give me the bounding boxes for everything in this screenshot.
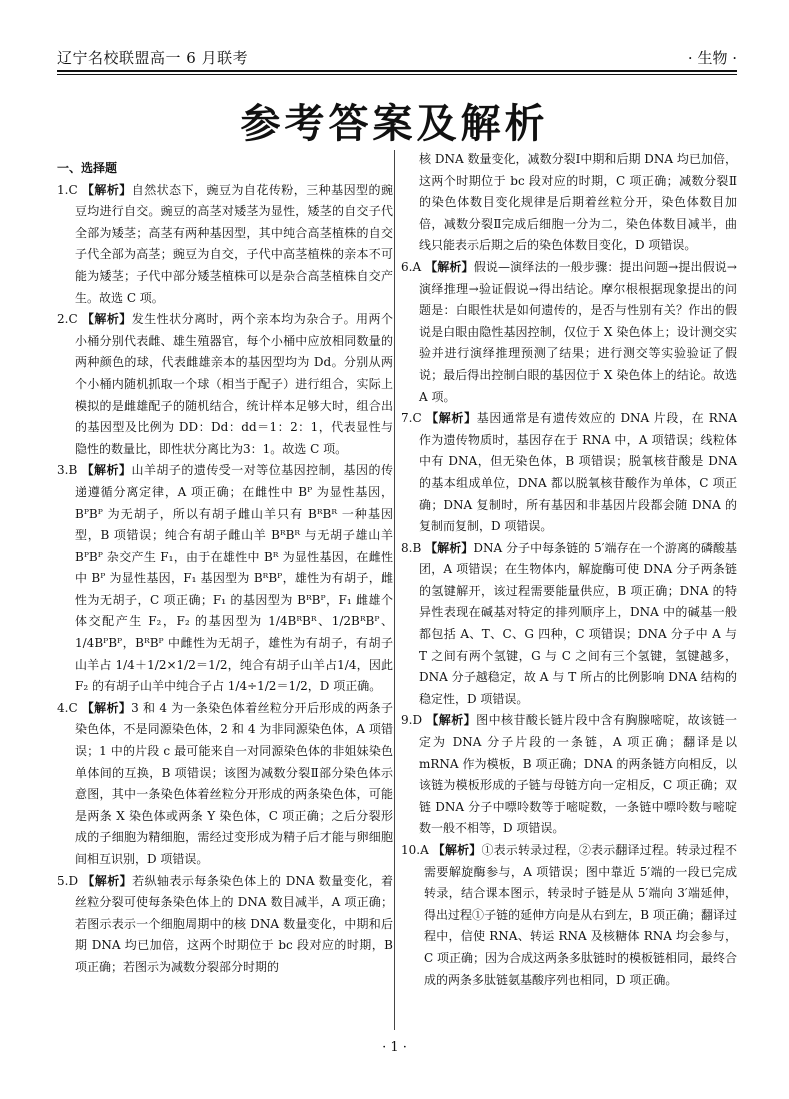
header-rule [57, 70, 737, 72]
analysis-tag: 【解析】 [82, 873, 133, 888]
answer-letter: C [68, 700, 82, 715]
analysis-tag: 【解析】 [425, 540, 474, 555]
answer-item [401, 257, 737, 408]
answer-item [401, 408, 737, 538]
analysis-text: DNA 分子中每条链的 5′端存在一个游离的磷酸基团，A 项错误；在生物体内，解旋酶可使 DNA 分子两条链的氢键解开，该过程需要能量供应，B 项正确；DNA 的特异性表现在碱基对特定的排列顺序上，DNA 中的碱基一般都包括 A、T、C、G 四种，C 项错误；DNA 分子中 A 与 T 之间有两个氢键，G 与 C 之间有三个氢键，氢键越多，DNA 分子越稳定，故 A 与 T 所占的比例影响 DNA 结构的稳定性，D 项错误。 [419, 540, 737, 706]
question-number: 8. [401, 540, 413, 555]
analysis-text: 核 DNA 数量变化，减数分裂Ⅰ中期和后期 DNA 均已加倍，这两个时期位于 bc 段对应的时期，C 项正确；减数分裂Ⅱ的染色体数目变化规律是后期着丝粒分开，染色体数目加倍，减数分裂Ⅱ完成后细胞一分为二，染色体数目减半，曲线只能表示后期之后的染色体数目变化，D 项错误。 [419, 152, 737, 253]
question-number: 9. [401, 713, 413, 728]
answer-item [57, 460, 393, 698]
question-number: 2. [57, 312, 69, 327]
page-number: · 1 · [382, 1040, 407, 1055]
answer-letter: C [412, 411, 427, 426]
page-header [57, 43, 737, 69]
answer-item [401, 710, 737, 840]
question-number: 1. [57, 182, 69, 197]
answer-letter: D [68, 873, 83, 888]
analysis-tag: 【解析】 [81, 182, 132, 197]
analysis-tag: 【解析】 [426, 411, 477, 426]
analysis-text: 自然状态下，豌豆为自花传粉，三种基因型的豌豆均进行自交。豌豆的高茎对矮茎为显性，矮茎的自交子代全部为矮茎；高茎有两种基因型，其中纯合高茎植株的自交子代全部为高茎；豌豆为自交，子代中高茎植株的亲本不可能为矮茎；子代中部分矮茎植株可以是杂合高茎植株自交产生。故选 C 项。 [75, 182, 393, 305]
analysis-text: 图中核苷酸长链片段中含有胸腺嘧啶，故该链一定为 DNA 分子片段的一条链，A 项正确；翻译是以 mRNA 作为模板，B 项正确；DNA 的两条链方向相反，以该链为模板形成的子链与母链方向一定相反，C 项正确；双链 DNA 分子中嘌呤数等于嘧啶数，一条链中嘌呤数与嘧啶数一般不相等，D 项错误。 [419, 713, 737, 836]
section-heading: 一、选择题 [57, 161, 118, 175]
answer-letter: A [420, 843, 433, 857]
header-rule-thin [57, 74, 737, 75]
answer-item [57, 698, 393, 871]
document-title: 参考答案及解析 [240, 101, 549, 147]
answer-item [401, 840, 737, 991]
analysis-tag: 【解析】 [81, 463, 132, 478]
question-number: 3. [57, 463, 69, 478]
answer-letter: C [68, 312, 82, 327]
analysis-tag: 【解析】 [81, 312, 132, 327]
analysis-text: 发生性状分离时，两个亲本均为杂合子。用两个小桶分别代表雌、雄生殖器官，每个小桶中应放相同数量的两种颜色的球，代表雌雄亲本的基因型均为 Dd。分别从两个小桶内随机抓取一个球（相当于配子）进行组合，实际上模拟的是雌雄配子的随机结合，统计样本足够大时，组合出的基因型及比例为 DD：Dd：dd＝1：2：1，代表显性与隐性的数量比，即性状分离比为3：1。故选 C 项。 [75, 312, 393, 456]
exam-name: 辽宁名校联盟高一 6 月联考 [57, 49, 249, 67]
answer-letter: C [68, 182, 82, 197]
analysis-text: 若纵轴表示每条染色体上的 DNA 数量变化，着丝粒分裂可使每条染色体上的 DNA 数目减半，A 项正确；若图示表示一个细胞周期中的核 DNA 数量变化，中期和后期 DNA 均已加倍，这两个时期位于 bc 段对应的时期，B 项正确；若图示为减数分裂部分时期的 [75, 873, 393, 974]
answer-letter: A [412, 259, 426, 274]
analysis-text: 基因通常是有遗传效应的 DNA 片段，在 RNA 作为遗传物质时，基因存在于 RNA 中，A 项错误；线粒体中有 DNA，但无染色体，B 项错误；脱氧核苷酸是 DNA 的基本组成单位，DNA 都以脱氧核苷酸作为单体，C 项正确；DNA 复制时，所有基因和非基因片段都会随 DNA 的复制而复制，D 项错误。 [419, 411, 737, 534]
left-column [57, 158, 393, 979]
column-divider [394, 150, 395, 1030]
answer-letter: B [412, 540, 426, 555]
answer-item [401, 538, 737, 711]
answer-item [57, 309, 393, 460]
answer-letter: B [68, 463, 82, 478]
analysis-text: 3 和 4 为一条染色体着丝粒分开后形成的两条子染色体，不是同源染色体，2 和 4 为非同源染色体，A 项错误；1 中的片段 c 最可能来自一对同源染色体的非姐妹染色单体间的互换，B 项错误；该图为减数分裂Ⅱ部分染色体示意图，其中一条染色体着丝粒分开形成的两条染色体，可能是两条 X 染色体或两条 Y 染色体，C 项正确；之后分裂形成的子细胞为精细胞，需经过变形成为精子后才能与卵细胞间相互识别，D 项错误。 [75, 700, 393, 866]
question-number: 5. [57, 873, 69, 888]
answer-item [57, 871, 393, 979]
question-number: 7. [401, 411, 413, 426]
analysis-text: 山羊胡子的遗传受一对等位基因控制，基因的传递遵循分离定律，A 项正确；在雌性中 Bᴾ 为显性基因，BᴾBᴾ 为无胡子，所以有胡子雌山羊只有 BᴿBᴿ 一种基因型，B 项错误；纯合有胡子雌山羊 BᴿBᴿ 与无胡子雄山羊 BᴾBᴾ 杂交产生 F₁，由于在雄性中 Bᴿ 为显性基因，在雌性中 Bᴾ 为显性基因，F₁ 基因型为 BᴿBᴾ，雄性为有胡子，雌性为无胡子，C 项正确；F₁ 的基因型为 BᴿBᴾ，F₁ 雌雄个体交配产生 F₂，F₂ 的基因型为 1/4BᴿBᴿ、1/2BᴿBᴾ、1/4BᴾBᴾ，BᴿBᴾ 中雌性为无胡子，雄性为有胡子，有胡子山羊占 1/4＋1/2×1/2＝1/2，纯合有胡子山羊占1/4，因此 F₂ 的有胡子山羊中纯合子占 1/4÷1/2＝1/2，D 项正确。 [75, 463, 393, 694]
answer-item [401, 149, 737, 257]
analysis-tag: 【解析】 [81, 700, 132, 715]
question-number: 6. [401, 259, 413, 274]
analysis-tag: 【解析】 [432, 843, 482, 857]
question-number: 10. [401, 843, 421, 857]
analysis-tag: 【解析】 [426, 713, 477, 728]
right-column [401, 149, 737, 991]
analysis-text: ①表示转录过程，②表示翻译过程。转录过程不需要解旋酶参与，A 项错误；图中靠近 5′端的一段已完成转录，结合课本图示，转录时子链是从 5′端向 3′端延伸，得出过程①子链的延伸方向是从右到左，B 项正确；翻译过程中，信使 RNA、转运 RNA 及核糖体 RNA 均会参与，C 项正确；因为合成这两条多肽链时的模板链相同，最终合成的两条多肽链氨基酸序列也相同，D 项正确。 [424, 843, 737, 987]
analysis-text: 假说—演绎法的一般步骤：提出问题→提出假说→演绎推理→验证假说→得出结论。摩尔根根据现象提出的问题是：白眼性状是如何遗传的，是否与性别有关？作出的假说是白眼由隐性基因控制，仅位于 X 染色体上；设计测交实验并进行演绎推理预测了结果；进行测交等实验验证了假说；最后得出控制白眼的基因位于 X 染色体上的结论。故选 A 项。 [419, 259, 737, 404]
answer-letter: D [412, 713, 427, 728]
analysis-tag: 【解析】 [425, 259, 474, 274]
subject-label: · 生物 · [687, 49, 737, 67]
question-number: 4. [57, 700, 69, 715]
answer-item [57, 180, 393, 310]
